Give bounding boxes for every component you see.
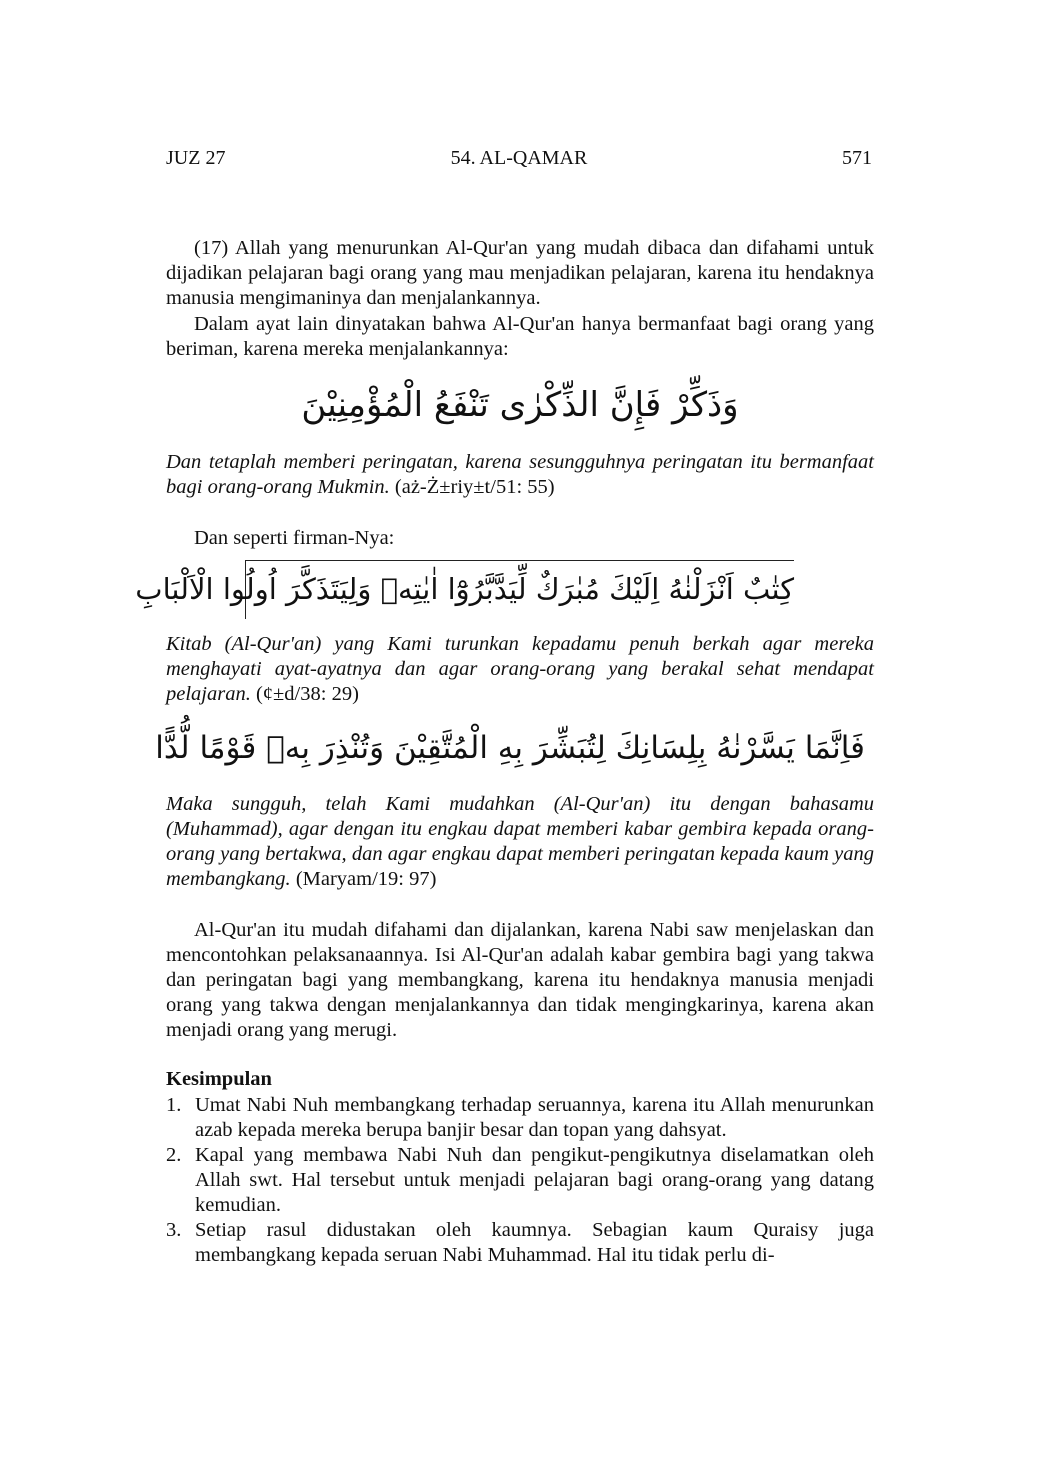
list-item: [166, 1143, 874, 1218]
verse-reference: (Maryam/19: 97): [295, 868, 437, 890]
list-item-number: 2.: [166, 1144, 182, 1166]
conclusion-heading: Kesimpulan: [166, 1068, 272, 1090]
juz-label: JUZ 27: [166, 147, 226, 169]
list-item: [166, 1093, 874, 1143]
surah-title: 54. AL-QAMAR: [450, 147, 588, 169]
translation-verse-1: [166, 450, 874, 500]
list-item-number: 1.: [166, 1094, 182, 1116]
paragraph-17: (17) Allah yang menurunkan Al-Qur'an yang mudah dibaca dan difahami untuk dijadikan pelajaran bagi orang yang mau menjadikan pelajaran, karena itu hendaknya manusia mengimaninya dan menjalankannya.: [166, 237, 874, 309]
verse-reference: (¢±d/38: 29): [255, 683, 359, 705]
list-item-text: Setiap rasul didustakan oleh kaumnya. Sebagian kaum Quraisy juga membangkang kepada seruan Nabi Muhammad. Hal itu tidak perlu di-: [195, 1219, 874, 1266]
translation-text: Kitab (Al-Qur'an) yang Kami turunkan kepadamu penuh berkah agar mereka menghayati ayat-ayatnya dan agar orang-orang yang berakal sehat mendapat pelajaran.: [166, 633, 874, 705]
translation-text: Dan tetaplah memberi peringatan, karena sesungguhnya peringatan itu bermanfaat bagi orang-orang Mukmin.: [166, 451, 874, 498]
list-item: [166, 1218, 874, 1268]
arabic-verse-3: فَاِنَّمَا يَسَّرْنٰهُ بِلِسَانِكَ لِتُبَشِّرَ بِهِ الْمُتَّقِيْنَ وَتُنْذِرَ بِهٖ قَوْمًا لُّدًّا: [155, 730, 865, 766]
verse-reference: (aż-Ż±riy±t/51: 55): [394, 476, 555, 498]
translation-verse-3: [166, 792, 874, 892]
translation-text: Maka sungguh, telah Kami mudahkan (Al-Qur'an) itu dengan bahasamu (Muhammad), agar dengan itu engkau dapat memberi kabar gembira kepada orang-orang yang bertakwa, dan agar engkau dapat memberi peringatan kepada kaum yang membangkang.: [166, 793, 874, 890]
translation-verse-2: [166, 632, 874, 707]
paragraph-explanation: Al-Qur'an itu mudah difahami dan dijalankan, karena Nabi saw menjelaskan dan mencontohkan pelaksanaannya. Isi Al-Qur'an adalah kabar gembira bagi yang takwa dan peringatan bagi yang membangkang, karena itu hendaknya manusia menjadi orang yang takwa dengan menjalankannya dan tidak mengingkarinya, karena akan menjadi orang yang merugi.: [166, 919, 874, 1041]
list-item-number: 3.: [166, 1219, 182, 1241]
page-number: 571: [842, 147, 872, 169]
paragraph-intro-verse-1: Dalam ayat lain dinyatakan bahwa Al-Qur'an hanya bermanfaat bagi orang yang beriman, karena mereka menjalankannya:: [166, 313, 874, 360]
arabic-verse-1: وَذَكِّرْ فَإِنَّ الذِّكْرٰى تَنْفَعُ الْمُؤْمِنِيْنَ: [301, 385, 739, 425]
arabic-verse-2: كِتٰبٌ اَنْزَلْنٰهُ اِلَيْكَ مُبٰرَكٌ لِّيَدَّبَّرُوْٓا اٰيٰتِهٖ وَلِيَتَذَكَّرَ اُولُوا الْاَلْبَابِ: [245, 560, 794, 619]
list-item-text: Kapal yang membawa Nabi Nuh dan pengikut-pengikutnya diselamatkan oleh Allah swt. Hal tersebut untuk menjadi pelajaran bagi orang-orang yang datang kemudian.: [195, 1144, 874, 1216]
conclusion-list: [166, 1093, 874, 1268]
paragraph-intro-verse-2: Dan seperti firman-Nya:: [194, 527, 395, 549]
list-item-text: Umat Nabi Nuh membangkang terhadap seruannya, karena itu Allah menurunkan azab kepada mereka berupa banjir besar dan topan yang dahsyat.: [195, 1094, 874, 1141]
